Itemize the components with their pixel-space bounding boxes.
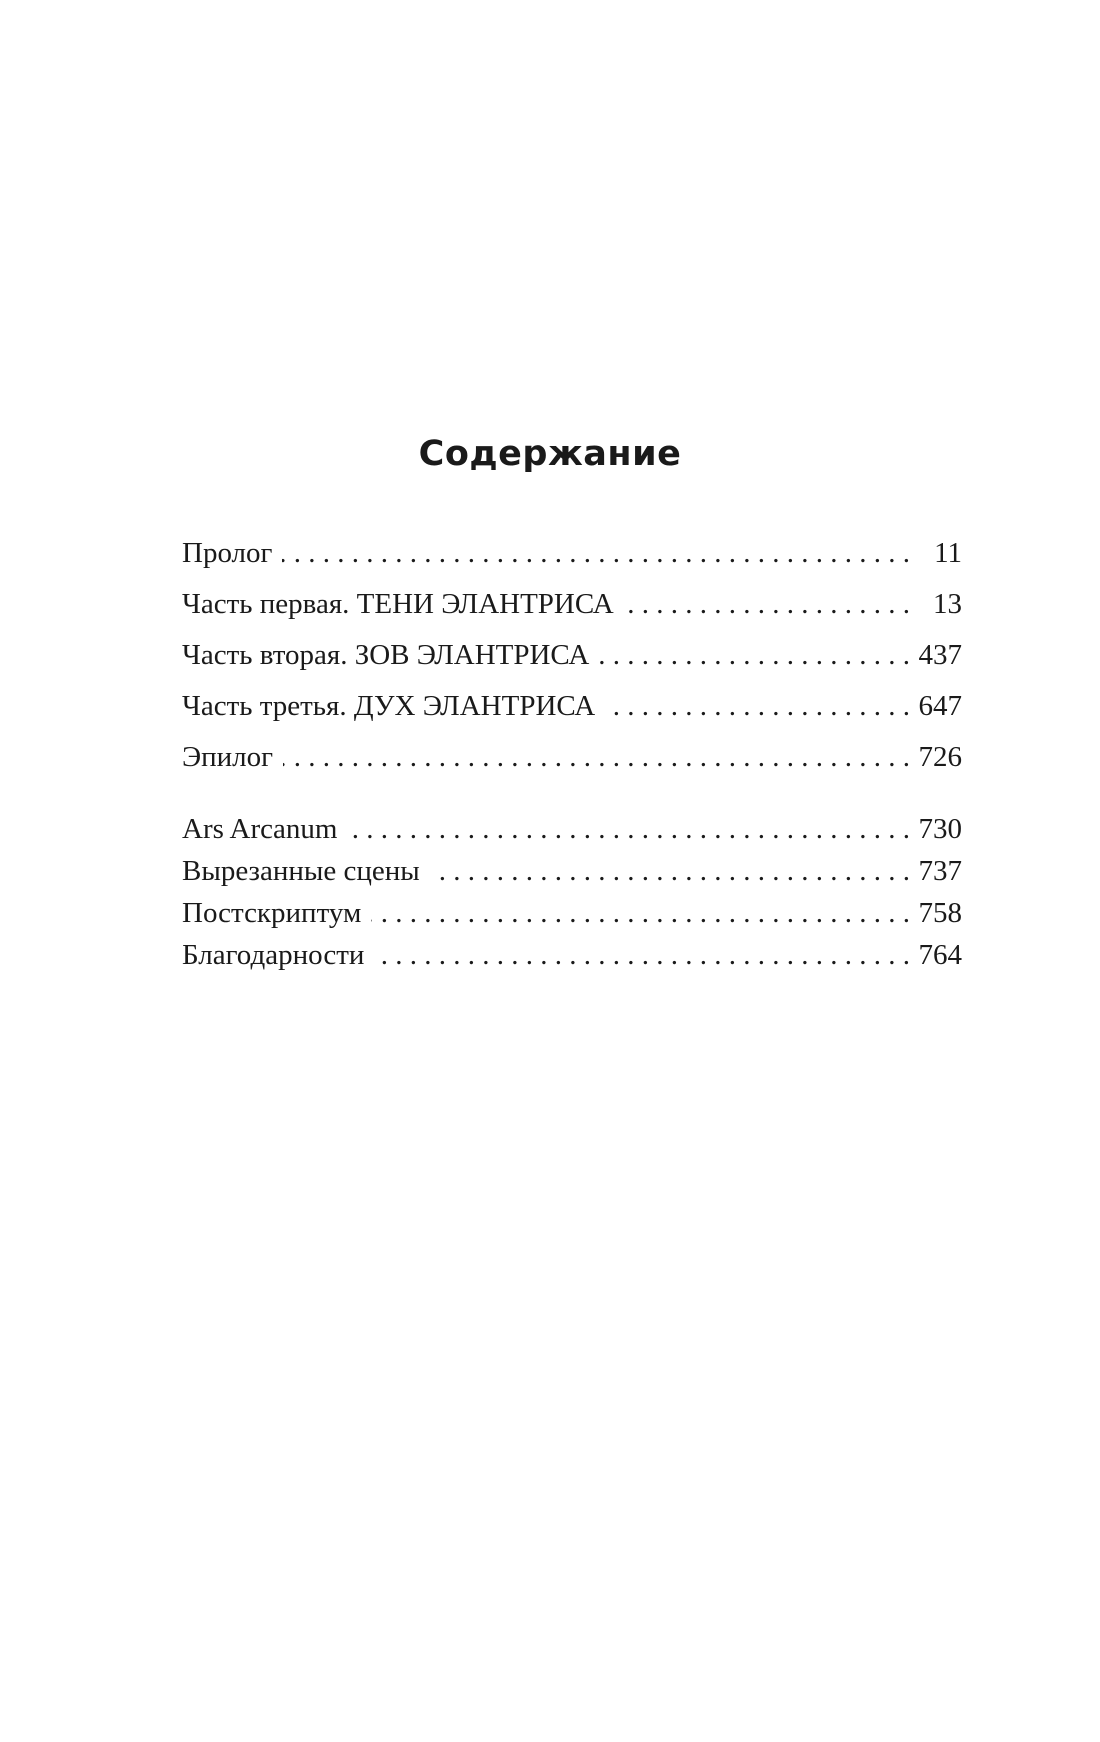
toc-entry-label: Часть вторая. ЗОВ ЭЛАНТРИСА: [182, 639, 590, 671]
toc-entry-page: 764: [918, 939, 962, 971]
toc-entry-page: 11: [934, 537, 962, 569]
toc-main-list: [182, 528, 962, 783]
toc-entry-label: Благодарности: [182, 939, 365, 971]
dot-leader: [282, 528, 910, 579]
dot-leader: [374, 934, 910, 976]
toc-entry: [182, 681, 962, 732]
toc-entry: [182, 630, 962, 681]
toc-entry-page: 737: [918, 855, 962, 887]
dot-leader: [283, 732, 910, 783]
toc-entry: [182, 579, 962, 630]
toc-entry: [182, 528, 962, 579]
toc-entry-label: Часть первая. ТЕНИ ЭЛАНТРИСА: [182, 588, 614, 620]
toc-appendix-list: [182, 808, 962, 976]
toc-entry-page: 758: [918, 897, 962, 929]
dot-leader: [624, 579, 910, 630]
dot-leader: [371, 892, 910, 934]
toc-entry-label: Постскриптум: [182, 897, 362, 929]
toc-entry-page: 437: [918, 639, 962, 671]
toc-entry-label: Вырезанные сцены: [182, 855, 420, 887]
toc-entry: [182, 934, 962, 976]
toc-entry: [182, 732, 962, 783]
toc-entry-page: 647: [918, 690, 962, 722]
toc-entry-page: 730: [918, 813, 962, 845]
dot-leader: [605, 681, 910, 732]
toc-entry: [182, 892, 962, 934]
toc-entry-label: Часть третья. ДУХ ЭЛАНТРИСА: [182, 690, 596, 722]
toc-entry: [182, 808, 962, 850]
toc-entry-label: Эпилог: [182, 741, 274, 773]
page-title: Содержание: [418, 434, 682, 474]
toc-entry: [182, 850, 962, 892]
toc-entry-label: Ars Arcanum: [182, 813, 338, 845]
toc-entry-label: Пролог: [182, 537, 273, 569]
toc-entry-page: 13: [933, 588, 962, 620]
dot-leader: [430, 850, 910, 892]
dot-leader: [347, 808, 910, 850]
dot-leader: [599, 630, 910, 681]
toc-entry-page: 726: [918, 741, 962, 773]
